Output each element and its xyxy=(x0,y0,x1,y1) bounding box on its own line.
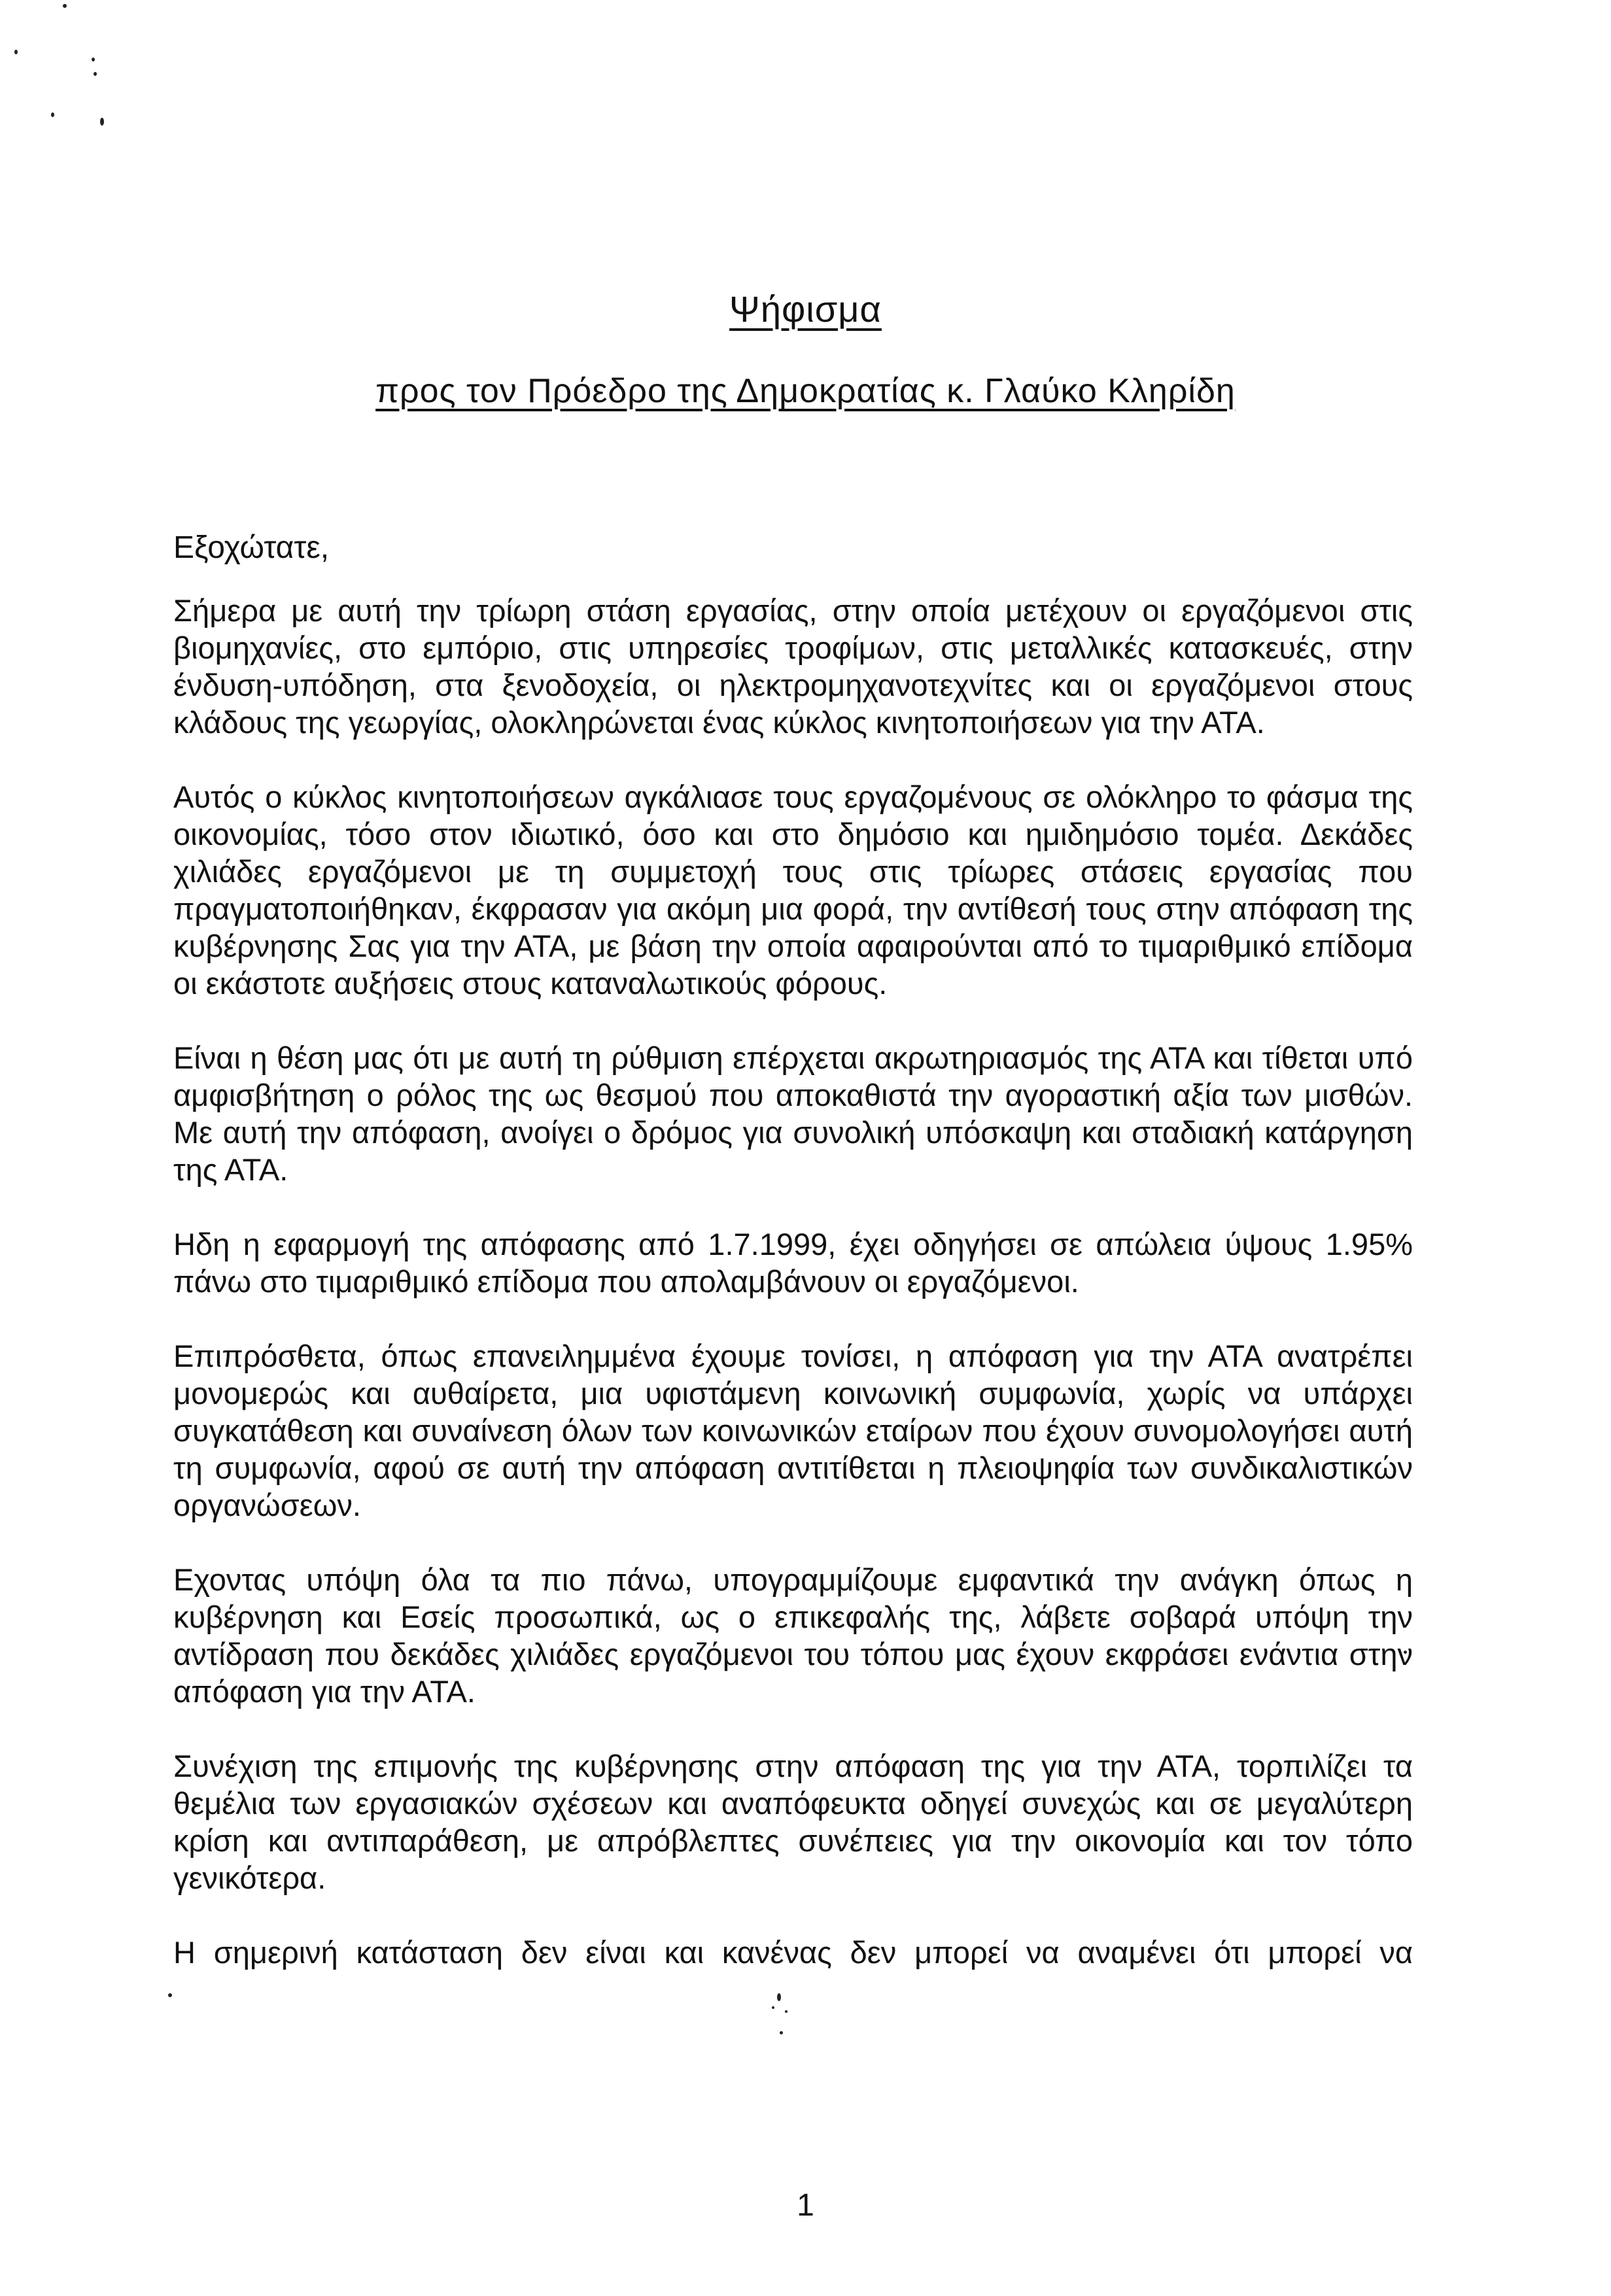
scan-speck xyxy=(772,2006,774,2009)
paragraph-2: Αυτός ο κύκλος κινητοποιήσεων αγκάλιασε τους εργαζομένους σε ολόκληρο το φάσμα της οικονομίας, τόσο στον ιδιωτικό, όσο και στο δημόσιο και ημιδημόσιο τομέα. Δεκάδες χιλιάδες εργαζόμενοι με τη συμμετοχή τους στις τρίωρες στάσεις εργασίας που πραγματοποιήθηκαν, έκφρασαν για ακόμη μια φορά, την αντίθεσή τους στην απόφαση της κυβέρνησης Σας για την ΑΤΑ, με βάση την οποία αφαιρούνται από το τιμαριθμικό επίδομα οι εκάστοτε αυξήσεις στους καταναλωτικούς φόρους. xyxy=(173,780,1413,1001)
scan-speck xyxy=(63,4,67,8)
paragraph-7: Συνέχιση της επιμονής της κυβέρνησης στην απόφαση της για την ΑΤΑ, τορπιλίζει τα θεμέλια των εργασιακών σχέσεων και αναπόφευκτα οδηγεί συνεχώς και σε μεγαλύτερη κρίση και αντιπαράθεση, με απρόβλεπτες συνέπειες για την οικονομία και τον τόπο γενικότερα. xyxy=(173,1749,1413,1895)
paragraph-5: Επιπρόσθετα, όπως επανειλημμένα έχουμε τονίσει, η απόφαση για την ΑΤΑ ανατρέπει μονομερώς και αυθαίρετα, μια υφιστάμενη κοινωνική συμφωνία, χωρίς να υπάρχει συγκατάθεση και συναίνεση όλων των κοινωνικών εταίρων που έχουν συνομολογήσει αυτή τη συμφωνία, αφού σε αυτή την απόφαση αντιτίθεται η πλειοψηφία των συνδικαλιστικών οργανώσεων. xyxy=(173,1339,1413,1522)
document-subtitle: προς τον Πρόεδρο της Δημοκρατίας κ. Γλαύκο Κληρίδη xyxy=(375,372,1236,410)
scan-speck xyxy=(100,118,104,126)
scan-speck xyxy=(168,1993,172,1997)
letter-body xyxy=(173,592,1413,1971)
paragraph-6: Εχοντας υπόψη όλα τα πιο πάνω, υπογραμμίζουμε εμφαντικά την ανάγκη όπως η κυβέρνηση και Εσείς προσωπικά, ως ο επικεφαλής της, λάβετε σοβαρά υπόψη την αντίδραση που δεκάδες χιλιάδες εργαζόμενοι του τόπου μας έχουν εκφράσει ενάντια στην απόφαση για την ΑΤΑ. xyxy=(173,1562,1413,1709)
paragraph-1: Σήμερα με αυτή την τρίωρη στάση εργασίας, στην οποία μετέχουν οι εργαζόμενοι στις βιομηχανίες, στο εμπόριο, στις υπηρεσίες τροφίμων, στις μεταλλικές κατασκευές, στην ένδυση-υπόδηση, στα ξενοδοχεία, οι ηλεκτρομηχανοτεχνίτες και οι εργαζόμενοι στους κλάδους της γεωργίας, ολοκληρώνεται ένας κύκλος κινητοποιήσεων για την ΑΤΑ. xyxy=(173,593,1413,740)
scan-speck xyxy=(51,112,54,117)
paragraph-4: Ηδη η εφαρμογή της απόφασης από 1.7.1999, έχει οδηγήσει σε απώλεια ύψους 1.95% πάνω στο τιμαριθμικό επίδομα που απολαμβάνουν οι εργαζόμενοι. xyxy=(173,1227,1413,1299)
salutation: Εξοχώτατε, xyxy=(173,530,330,565)
scan-speck xyxy=(14,50,18,54)
scan-speck xyxy=(780,2031,783,2034)
scan-speck xyxy=(92,58,95,61)
page-number: 1 xyxy=(797,2188,814,2223)
paragraph-8: Η σημερινή κατάσταση δεν είναι και κανένας δεν μπορεί να αναμένει ότι μπορεί να xyxy=(173,1935,1413,1970)
paragraph-3: Είναι η θέση μας ότι με αυτή τη ρύθμιση επέρχεται ακρωτηριασμός της ΑΤΑ και τίθεται υπό αμφισβήτηση ο ρόλος της ως θεσμού που αποκαθιστά την αγοραστική αξία των μισθών. Με αυτή την απόφαση, ανοίγει ο δρόμος για συνολική υπόσκαψη και σταδιακή κατάργηση της ΑΤΑ. xyxy=(173,1040,1413,1187)
document-title: Ψήφισμα xyxy=(729,288,882,330)
scan-speck xyxy=(777,1993,781,2001)
scan-speck xyxy=(785,2010,788,2013)
scan-speck xyxy=(94,72,97,76)
